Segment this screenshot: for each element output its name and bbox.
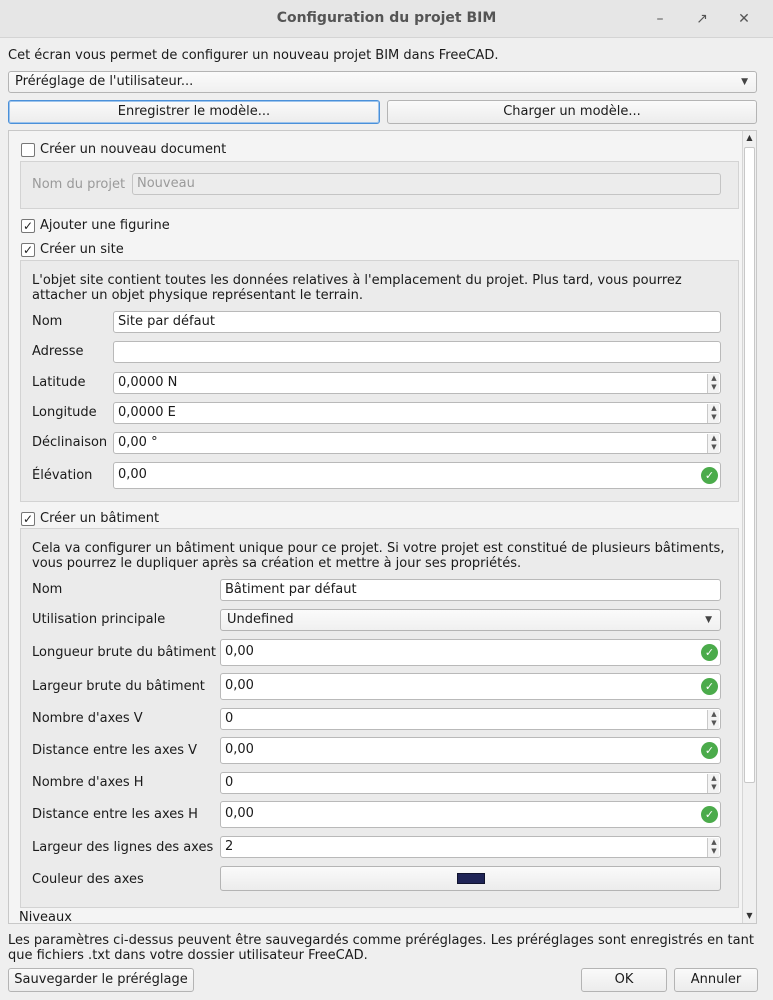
building-width-label: Largeur brute du bâtiment bbox=[32, 679, 205, 694]
building-description: Cela va configurer un bâtiment unique pour ce projet. Si votre projet est constitué de plusieurs bâtiments, vous pourrez le dupliquer après sa création et mettre à jour ses propriétés. bbox=[32, 541, 725, 571]
chevron-down-icon: ▼ bbox=[741, 77, 748, 87]
minimize-icon[interactable]: – bbox=[656, 11, 664, 27]
new-document-group bbox=[20, 161, 739, 209]
vaxes-dist-input[interactable] bbox=[220, 737, 721, 764]
vaxes-dist-value: 0,00 bbox=[225, 742, 254, 757]
longitude-value: 0,0000 E bbox=[118, 405, 176, 420]
longitude-spin-buttons[interactable] bbox=[707, 404, 719, 423]
axes-width-spinbox[interactable] bbox=[220, 836, 721, 858]
new-document-checkbox[interactable] bbox=[21, 143, 35, 157]
building-name-label: Nom bbox=[32, 582, 63, 597]
intro-text: Cet écran vous permet de configurer un nouveau projet BIM dans FreeCAD. bbox=[8, 48, 499, 63]
check-valid-icon: ✓ bbox=[701, 467, 718, 484]
check-valid-icon: ✓ bbox=[701, 678, 718, 695]
building-group bbox=[20, 528, 739, 908]
building-name-input[interactable] bbox=[220, 579, 721, 601]
create-site-checkbox[interactable]: ✓ bbox=[22, 243, 34, 257]
elevation-label: Élévation bbox=[32, 468, 93, 483]
cancel-button[interactable]: Annuler bbox=[674, 968, 758, 992]
spin-up-icon[interactable]: ▲ bbox=[711, 710, 717, 718]
declination-spin-buttons[interactable] bbox=[707, 434, 719, 453]
haxes-count-spin-buttons[interactable] bbox=[707, 774, 719, 793]
project-name-value: Nouveau bbox=[137, 176, 195, 191]
axes-width-value: 2 bbox=[225, 839, 234, 854]
latitude-spin-buttons[interactable] bbox=[707, 374, 719, 393]
vertical-scrollbar[interactable] bbox=[742, 131, 756, 923]
settings-scroll-area[interactable] bbox=[8, 130, 757, 924]
usage-select[interactable] bbox=[220, 609, 721, 631]
vaxes-count-spinbox[interactable] bbox=[220, 708, 721, 730]
declination-value: 0,00 ° bbox=[118, 435, 158, 450]
add-figurine-label: Ajouter une figurine bbox=[40, 218, 170, 233]
project-name-label: Nom du projet bbox=[32, 177, 126, 192]
window-title: Configuration du projet BIM bbox=[276, 10, 497, 26]
spin-up-icon[interactable]: ▲ bbox=[711, 774, 717, 782]
preset-select-value: Préréglage de l'utilisateur... bbox=[15, 74, 194, 89]
latitude-value: 0,0000 N bbox=[118, 375, 178, 390]
vaxes-count-label: Nombre d'axes V bbox=[32, 711, 143, 726]
add-figurine-checkbox[interactable]: ✓ bbox=[22, 219, 34, 233]
haxes-count-label: Nombre d'axes H bbox=[32, 775, 144, 790]
elevation-input[interactable] bbox=[113, 462, 721, 489]
title-bar bbox=[0, 0, 773, 38]
spin-down-icon[interactable]: ▼ bbox=[711, 783, 717, 791]
site-name-value: Site par défaut bbox=[118, 314, 215, 329]
usage-value: Undefined bbox=[227, 612, 294, 627]
axes-color-label: Couleur des axes bbox=[32, 872, 144, 887]
building-width-value: 0,00 bbox=[225, 678, 254, 693]
site-address-input[interactable] bbox=[113, 341, 721, 363]
axes-color-swatch bbox=[457, 873, 485, 884]
longitude-spinbox[interactable] bbox=[113, 402, 721, 424]
building-name-value: Bâtiment par défaut bbox=[225, 582, 357, 597]
haxes-dist-label: Distance entre les axes H bbox=[32, 807, 198, 822]
check-valid-icon: ✓ bbox=[701, 742, 718, 759]
spin-up-icon[interactable]: ▲ bbox=[711, 838, 717, 846]
save-template-button[interactable]: Enregistrer le modèle... bbox=[8, 100, 380, 124]
project-name-field bbox=[132, 173, 721, 195]
vaxes-dist-label: Distance entre les axes V bbox=[32, 743, 198, 758]
haxes-count-value: 0 bbox=[225, 775, 234, 790]
site-address-label: Adresse bbox=[32, 344, 84, 359]
create-building-label: Créer un bâtiment bbox=[40, 511, 160, 526]
axes-color-button[interactable] bbox=[220, 866, 721, 891]
usage-label: Utilisation principale bbox=[32, 612, 166, 627]
spin-up-icon[interactable]: ▲ bbox=[711, 434, 717, 442]
ok-button[interactable]: OK bbox=[581, 968, 667, 992]
new-document-label: Créer un nouveau document bbox=[40, 142, 227, 157]
spin-down-icon[interactable]: ▼ bbox=[711, 443, 717, 451]
haxes-count-spinbox[interactable] bbox=[220, 772, 721, 794]
building-length-value: 0,00 bbox=[225, 644, 254, 659]
spin-down-icon[interactable]: ▼ bbox=[711, 847, 717, 855]
haxes-dist-input[interactable] bbox=[220, 801, 721, 828]
chevron-down-icon: ▼ bbox=[705, 615, 712, 625]
declination-label: Déclinaison bbox=[32, 435, 108, 450]
vaxes-count-value: 0 bbox=[225, 711, 234, 726]
save-preset-button[interactable]: Sauvegarder le préréglage bbox=[8, 968, 194, 992]
site-group bbox=[20, 260, 739, 502]
latitude-label: Latitude bbox=[32, 375, 86, 390]
site-name-label: Nom bbox=[32, 314, 63, 329]
declination-spinbox[interactable] bbox=[113, 432, 721, 454]
spin-down-icon[interactable]: ▼ bbox=[711, 413, 717, 421]
site-description: L'objet site contient toutes les données relatives à l'emplacement du projet. Plus tard, vous pourrez attacher un objet physique représentant le terrain. bbox=[32, 273, 682, 303]
check-valid-icon: ✓ bbox=[701, 806, 718, 823]
footer-note: Les paramètres ci-dessus peuvent être sauvegardés comme préréglages. Les préréglages sont enregistrés en tant que fichiers .txt dans votre dossier utilisateur FreeCAD. bbox=[8, 933, 754, 963]
spin-up-icon[interactable]: ▲ bbox=[711, 374, 717, 382]
preset-select[interactable] bbox=[8, 71, 757, 93]
elevation-value: 0,00 bbox=[118, 467, 147, 482]
create-site-label: Créer un site bbox=[40, 242, 124, 257]
building-width-input[interactable] bbox=[220, 673, 721, 700]
close-icon[interactable]: ✕ bbox=[738, 11, 750, 27]
longitude-label: Longitude bbox=[32, 405, 97, 420]
site-name-input[interactable] bbox=[113, 311, 721, 333]
create-building-checkbox[interactable]: ✓ bbox=[22, 512, 34, 526]
building-length-input[interactable] bbox=[220, 639, 721, 666]
building-length-label: Longueur brute du bâtiment bbox=[32, 645, 217, 660]
load-template-button[interactable]: Charger un modèle... bbox=[387, 100, 757, 124]
spin-down-icon[interactable]: ▼ bbox=[711, 719, 717, 727]
spin-up-icon[interactable]: ▲ bbox=[711, 404, 717, 412]
scroll-up-icon[interactable]: ▲ bbox=[746, 133, 753, 142]
haxes-dist-value: 0,00 bbox=[225, 806, 254, 821]
axes-width-label: Largeur des lignes des axes bbox=[32, 840, 214, 855]
levels-label: Niveaux bbox=[19, 910, 72, 924]
maximize-icon[interactable]: ↗ bbox=[696, 11, 708, 27]
latitude-spinbox[interactable] bbox=[113, 372, 721, 394]
scroll-down-icon[interactable]: ▼ bbox=[746, 911, 753, 920]
vaxes-count-spin-buttons[interactable] bbox=[707, 710, 719, 729]
axes-width-spin-buttons[interactable] bbox=[707, 838, 719, 857]
scrollbar-thumb[interactable] bbox=[744, 147, 755, 783]
check-valid-icon: ✓ bbox=[701, 644, 718, 661]
spin-down-icon[interactable]: ▼ bbox=[711, 383, 717, 391]
